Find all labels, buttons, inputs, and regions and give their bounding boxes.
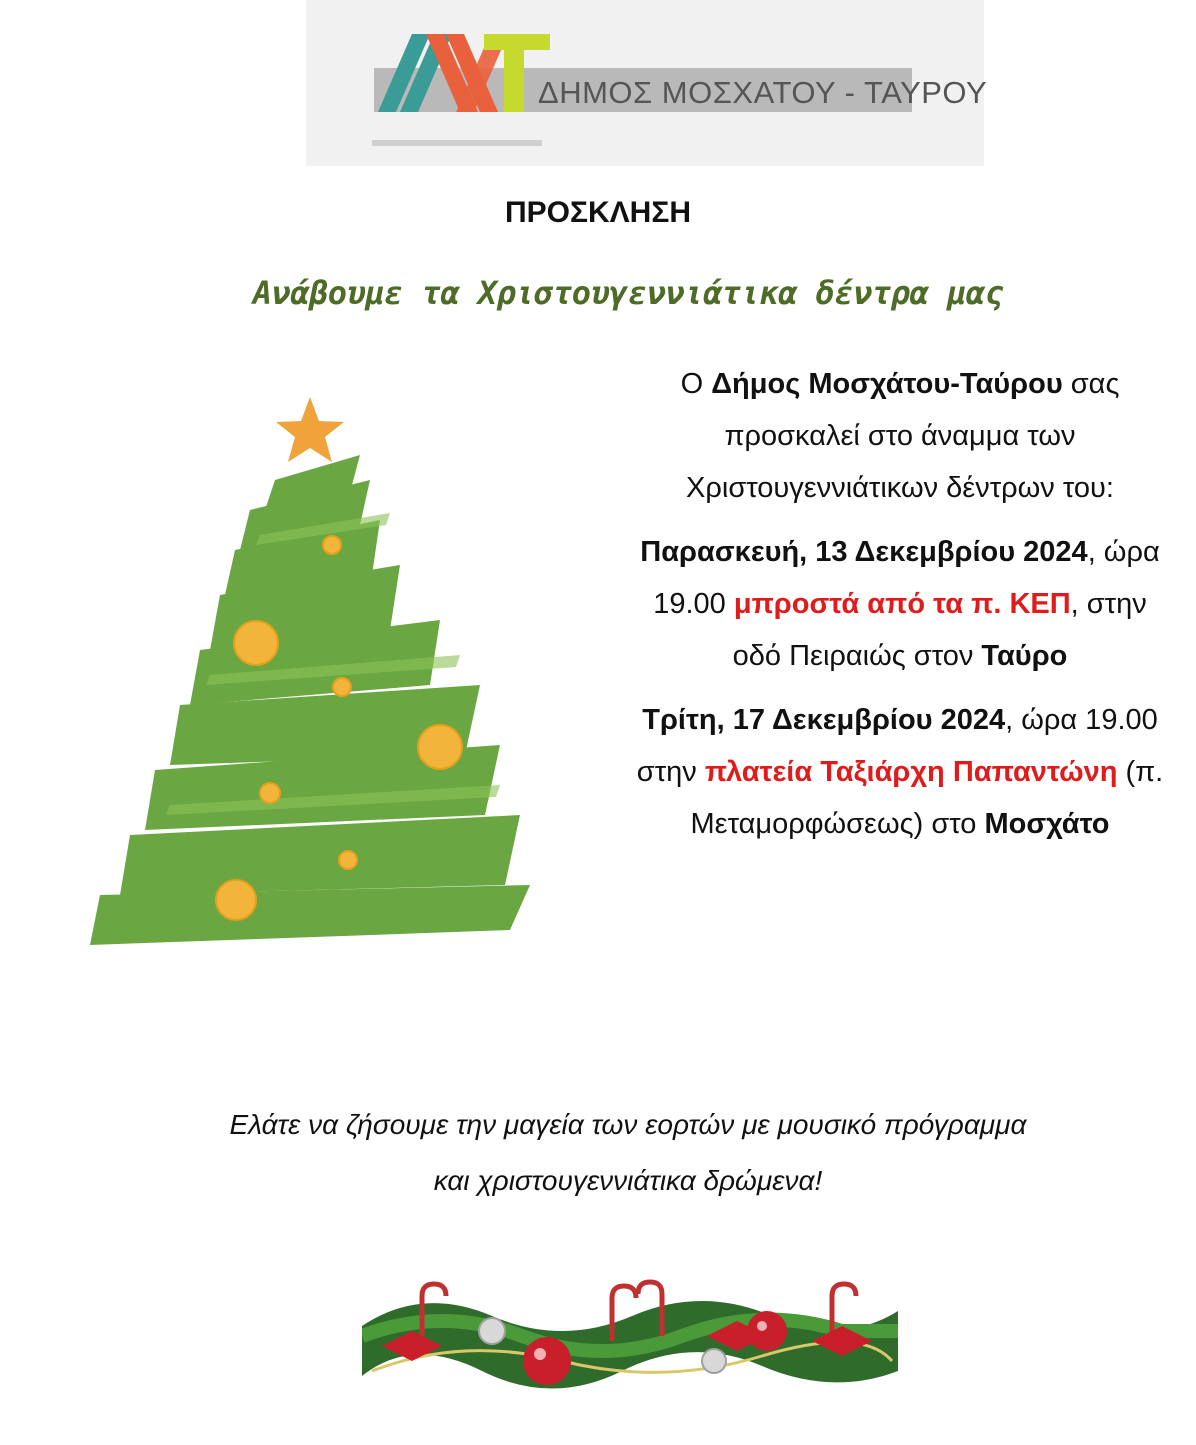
invitation-heading: ΠΡΟΣΚΛΗΣΗ [504, 196, 692, 229]
event-2-area: Μοσχάτο [984, 808, 1110, 840]
intro-paragraph: Ο Δήμος Μοσχάτου-Ταύρου σας προσκαλεί στο άναμμα των Χριστουγεννιάτικων δέντρων του: [680, 368, 1120, 504]
event-1: Παρασκευή, 13 Δεκεμβρίου 2024, ώρα 19.00 μπροστά από τα π. ΚΕΠ, στην οδό Πειραιώς στον Ταύρο [640, 536, 1160, 672]
invitation-subtitle: Ανάβουμε τα Χριστουγεννιάτικα δέντρα μας [252, 274, 1004, 312]
christmas-garland-icon [362, 1276, 898, 1396]
event-1-area: Ταύρο [981, 640, 1068, 672]
event-2-place: πλατεία Ταξιάρχη Παπαντώνη [704, 756, 1118, 788]
christmas-tree-icon [60, 385, 560, 985]
closing-message [0, 1097, 1196, 1209]
event-details [630, 358, 1170, 862]
event-2: Τρίτη, 17 Δεκεμβρίου 2024, ώρα 19.00 στην πλατεία Ταξιάρχη Παπαντώνη (π. Μεταμορφώσεως) στο Μοσχάτο [636, 704, 1164, 840]
logo-text: ΔΗΜΟΣ ΜΟΣΧΑΤΟΥ - ΤΑΥΡΟΥ [538, 75, 988, 110]
closing-line-2: και χριστουγεννιάτικα δρώμενα! [433, 1165, 823, 1196]
closing-line-1: Ελάτε να ζήσουμε την μαγεία των εορτών με μουσικό πρόγραμμα [229, 1109, 1027, 1140]
event-2-date: Τρίτη, 17 Δεκεμβρίου 2024 [642, 704, 1006, 736]
event-1-place: μπροστά από τα π. ΚΕΠ [733, 588, 1071, 620]
municipality-name: Δήμος Μοσχάτου-Ταύρου [711, 368, 1063, 400]
logo-banner [306, 0, 988, 166]
star-icon [276, 397, 344, 462]
event-1-date: Παρασκευή, 13 Δεκεμβρίου 2024 [640, 536, 1088, 568]
